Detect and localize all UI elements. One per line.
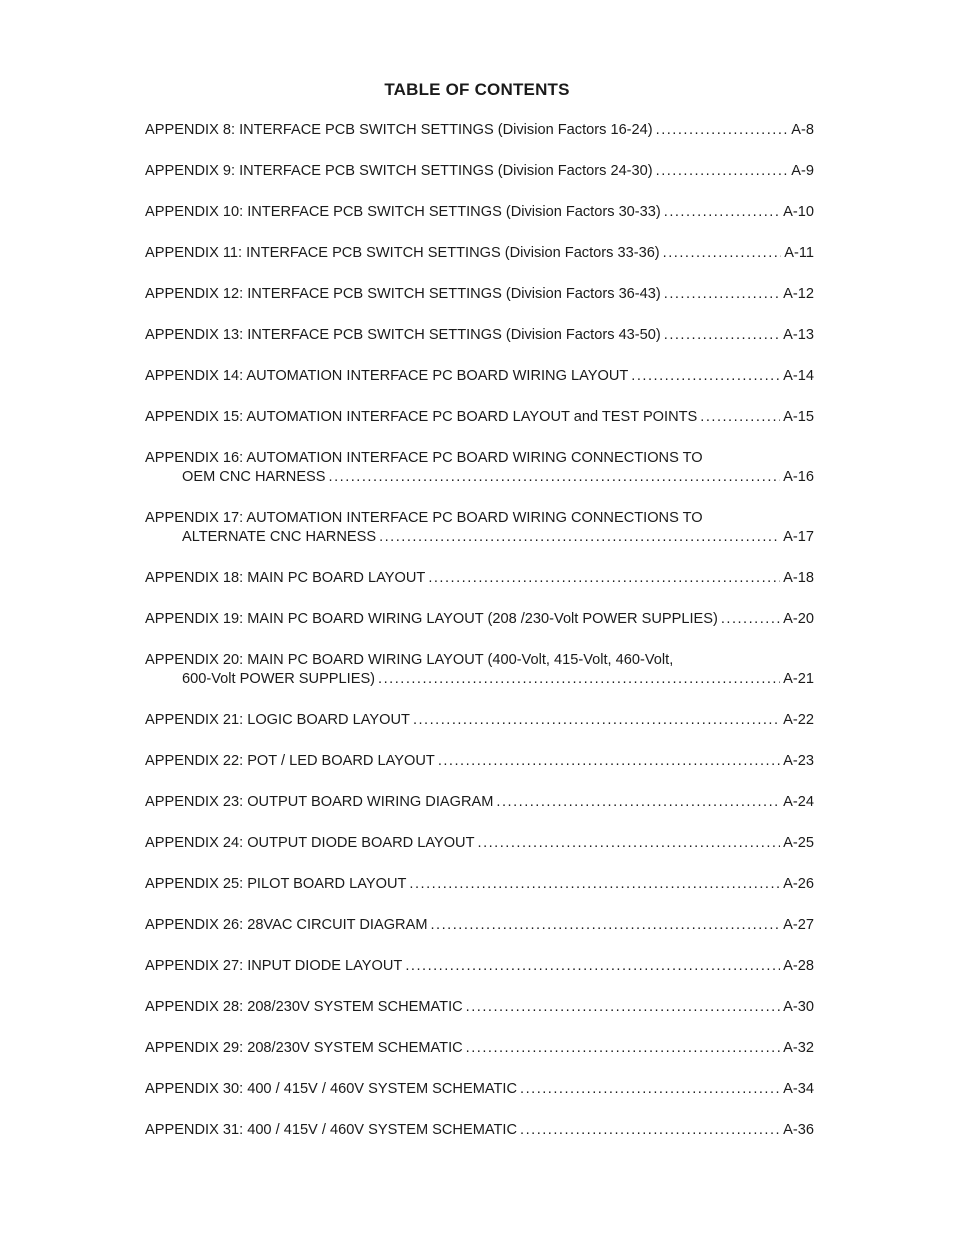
- dot-leader: [664, 326, 780, 345]
- dot-leader: [378, 670, 780, 689]
- toc-entry[interactable]: [145, 326, 814, 367]
- toc-entry[interactable]: [145, 711, 814, 752]
- toc-entry[interactable]: [145, 793, 814, 834]
- toc-page-number: A-34: [783, 1081, 814, 1097]
- toc-entry-title: APPENDIX 27: INPUT DIODE LAYOUT: [145, 958, 403, 974]
- toc-entry-line: [145, 875, 814, 894]
- toc-page-number: A-24: [783, 794, 814, 810]
- toc-entry[interactable]: [145, 651, 814, 711]
- toc-entry-line: [145, 408, 814, 427]
- toc-entry-line: [145, 162, 814, 181]
- toc-entry-title: APPENDIX 26: 28VAC CIRCUIT DIAGRAM: [145, 917, 428, 933]
- dot-leader: [721, 610, 780, 629]
- toc-page-number: A-27: [783, 917, 814, 933]
- dot-leader: [520, 1121, 780, 1140]
- toc-entry[interactable]: [145, 1080, 814, 1121]
- toc-entry[interactable]: [145, 875, 814, 916]
- toc-entry-line: [145, 998, 814, 1017]
- dot-leader: [466, 1039, 781, 1058]
- dot-leader: [379, 528, 780, 547]
- toc-entry[interactable]: [145, 367, 814, 408]
- toc-entry-title: APPENDIX 22: POT / LED BOARD LAYOUT: [145, 753, 435, 769]
- toc-entry[interactable]: [145, 408, 814, 449]
- toc-page-number: A-12: [783, 286, 814, 302]
- toc-entry[interactable]: [145, 569, 814, 610]
- toc-page-number: A-8: [791, 122, 814, 138]
- toc-entry-title: APPENDIX 8: INTERFACE PCB SWITCH SETTINGS (Division Factors 16-24): [145, 122, 653, 138]
- toc-entry-title: APPENDIX 16: AUTOMATION INTERFACE PC BOARD WIRING CONNECTIONS TO: [145, 450, 703, 466]
- toc-entry-line: [145, 957, 814, 976]
- toc-entry-title: APPENDIX 9: INTERFACE PCB SWITCH SETTINGS (Division Factors 24-30): [145, 163, 653, 179]
- toc-entry[interactable]: [145, 203, 814, 244]
- toc-entry-continuation: [145, 528, 814, 547]
- dot-leader: [329, 468, 781, 487]
- toc-entry-line: [145, 651, 814, 670]
- toc-entry[interactable]: [145, 1039, 814, 1080]
- toc-entry-title: APPENDIX 20: MAIN PC BOARD WIRING LAYOUT (400-Volt, 415-Volt, 460-Volt,: [145, 652, 674, 668]
- dot-leader: [700, 408, 780, 427]
- toc-entry-title: ALTERNATE CNC HARNESS: [182, 529, 377, 545]
- toc-page-number: A-36: [783, 1122, 814, 1138]
- toc-entry-line: [145, 244, 814, 263]
- toc-page-number: A-25: [783, 835, 814, 851]
- toc-entry[interactable]: [145, 957, 814, 998]
- toc-entry-title: APPENDIX 24: OUTPUT DIODE BOARD LAYOUT: [145, 835, 475, 851]
- toc-entry[interactable]: [145, 509, 814, 569]
- toc-entry[interactable]: [145, 610, 814, 651]
- toc-entry-line: [145, 793, 814, 812]
- toc-page-number: A-28: [783, 958, 814, 974]
- toc-entry-title: APPENDIX 15: AUTOMATION INTERFACE PC BOARD LAYOUT and TEST POINTS: [145, 409, 698, 425]
- toc-entry[interactable]: [145, 916, 814, 957]
- toc-entry[interactable]: [145, 162, 814, 203]
- toc-entry-title: APPENDIX 13: INTERFACE PCB SWITCH SETTINGS (Division Factors 43-50): [145, 327, 661, 343]
- dot-leader: [656, 162, 789, 181]
- toc-entry-title: APPENDIX 12: INTERFACE PCB SWITCH SETTINGS (Division Factors 36-43): [145, 286, 661, 302]
- dot-leader: [409, 875, 780, 894]
- page-title: TABLE OF CONTENTS: [384, 80, 570, 99]
- toc-entry-title: APPENDIX 10: INTERFACE PCB SWITCH SETTINGS (Division Factors 30-33): [145, 204, 661, 220]
- toc-entry-line: [145, 1121, 814, 1140]
- toc-entry-title: OEM CNC HARNESS: [182, 469, 326, 485]
- toc-page-number: A-15: [783, 409, 814, 425]
- toc-entry[interactable]: [145, 1121, 814, 1162]
- toc-page-number: A-22: [783, 712, 814, 728]
- dot-leader: [663, 244, 782, 263]
- toc-page-number: A-9: [791, 163, 814, 179]
- dot-leader: [466, 998, 781, 1017]
- toc-page-number: A-30: [783, 999, 814, 1015]
- toc-entry-title: APPENDIX 29: 208/230V SYSTEM SCHEMATIC: [145, 1040, 463, 1056]
- toc-entry-title: 600-Volt POWER SUPPLIES): [182, 671, 376, 687]
- toc-entry-line: [145, 834, 814, 853]
- dot-leader: [520, 1080, 780, 1099]
- dot-leader: [431, 916, 781, 935]
- toc-entry-title: APPENDIX 21: LOGIC BOARD LAYOUT: [145, 712, 410, 728]
- dot-leader: [405, 957, 780, 976]
- toc-entry[interactable]: [145, 834, 814, 875]
- toc-entry-line: [145, 326, 814, 345]
- toc-entry-title: APPENDIX 18: MAIN PC BOARD LAYOUT: [145, 570, 426, 586]
- toc-entry[interactable]: [145, 244, 814, 285]
- toc-page-number: A-13: [783, 327, 814, 343]
- toc-page-number: A-32: [783, 1040, 814, 1056]
- toc-entry-title: APPENDIX 31: 400 / 415V / 460V SYSTEM SCHEMATIC: [145, 1122, 518, 1138]
- toc-entry-line: [145, 1080, 814, 1099]
- toc-entry-continuation: [145, 468, 814, 487]
- toc-entry-line: [145, 916, 814, 935]
- toc-entry-line: [145, 367, 814, 386]
- toc-entry-continuation: [145, 670, 814, 689]
- dot-leader: [664, 285, 780, 304]
- toc-entry-line: [145, 285, 814, 304]
- toc-entry-line: [145, 509, 814, 528]
- toc-entry-title: APPENDIX 19: MAIN PC BOARD WIRING LAYOUT (208 /230-Volt POWER SUPPLIES): [145, 611, 718, 627]
- toc-entry[interactable]: [145, 285, 814, 326]
- toc-entry[interactable]: [145, 449, 814, 509]
- toc-entry-line: [145, 711, 814, 730]
- toc-entry[interactable]: [145, 121, 814, 162]
- toc-entry-line: [145, 569, 814, 588]
- toc-entry-title: APPENDIX 17: AUTOMATION INTERFACE PC BOARD WIRING CONNECTIONS TO: [145, 510, 703, 526]
- toc-entry-line: [145, 610, 814, 629]
- toc-page-number: A-14: [783, 368, 814, 384]
- dot-leader: [496, 793, 780, 812]
- toc-entry[interactable]: [145, 998, 814, 1039]
- dot-leader: [478, 834, 781, 853]
- toc-page-number: A-16: [783, 469, 814, 485]
- toc-entry-line: [145, 203, 814, 222]
- toc-list: [145, 121, 814, 1162]
- toc-entry-title: APPENDIX 11: INTERFACE PCB SWITCH SETTINGS (Division Factors 33-36): [145, 245, 660, 261]
- toc-page-number: A-10: [783, 204, 814, 220]
- toc-page-number: A-23: [783, 753, 814, 769]
- toc-page-number: A-18: [783, 570, 814, 586]
- toc-entry[interactable]: [145, 752, 814, 793]
- toc-entry-line: [145, 1039, 814, 1058]
- toc-page-number: A-20: [783, 611, 814, 627]
- dot-leader: [631, 367, 780, 386]
- toc-entry-line: [145, 752, 814, 771]
- dot-leader: [664, 203, 780, 222]
- dot-leader: [438, 752, 780, 771]
- toc-page-number: A-17: [783, 529, 814, 545]
- toc-page-number: A-21: [783, 671, 814, 687]
- toc-entry-title: APPENDIX 28: 208/230V SYSTEM SCHEMATIC: [145, 999, 463, 1015]
- toc-page-number: A-26: [783, 876, 814, 892]
- dot-leader: [428, 569, 780, 588]
- toc-entry-title: APPENDIX 25: PILOT BOARD LAYOUT: [145, 876, 407, 892]
- dot-leader: [413, 711, 780, 730]
- toc-page-number: A-11: [784, 245, 814, 261]
- toc-entry-title: APPENDIX 14: AUTOMATION INTERFACE PC BOARD WIRING LAYOUT: [145, 368, 629, 384]
- dot-leader: [656, 121, 789, 140]
- toc-entry-line: [145, 449, 814, 468]
- toc-entry-line: [145, 121, 814, 140]
- toc-entry-title: APPENDIX 30: 400 / 415V / 460V SYSTEM SCHEMATIC: [145, 1081, 518, 1097]
- toc-entry-title: APPENDIX 23: OUTPUT BOARD WIRING DIAGRAM: [145, 794, 494, 810]
